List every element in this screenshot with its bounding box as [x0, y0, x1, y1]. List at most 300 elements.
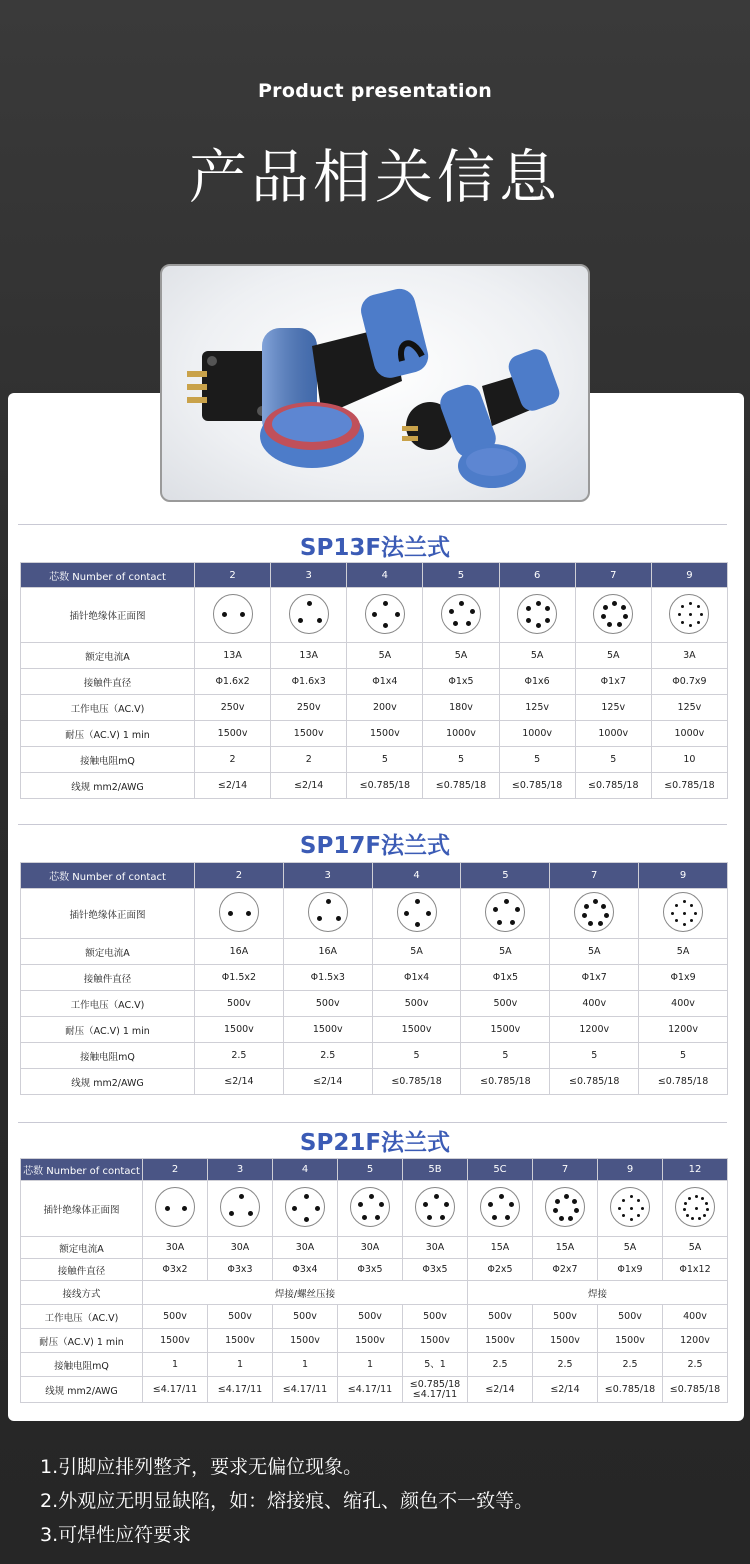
contact-count-header: 3: [208, 1159, 273, 1181]
spec-value: ≤4.17/11: [143, 1377, 208, 1403]
table-row: [21, 669, 728, 695]
spec-value: 1500v: [533, 1329, 598, 1353]
table-row: [21, 1353, 728, 1377]
contact-count-header: 4: [347, 563, 423, 588]
pin-dot: [499, 1194, 504, 1199]
connector-illustration: [162, 266, 590, 502]
spec-value: 30A: [273, 1237, 338, 1259]
spec-value: 10: [651, 747, 727, 773]
pin-layout-diagram: [669, 594, 709, 634]
pin-dot: [375, 1215, 380, 1220]
pin-dot: [526, 618, 531, 623]
spec-value: 250v: [271, 695, 347, 721]
table-row: [21, 1181, 728, 1237]
spec-value: ≤2/14: [271, 773, 347, 799]
contact-count-header: 2: [195, 863, 284, 889]
pin-dot: [415, 922, 420, 927]
spec-value: 15A: [468, 1237, 533, 1259]
contact-count-header: 5C: [468, 1159, 533, 1181]
pin-dot: [588, 921, 593, 926]
pin-layout-diagram: [675, 1187, 715, 1227]
notes-list: [40, 1450, 533, 1552]
pin-dot: [444, 1202, 449, 1207]
pin-dot: [307, 601, 312, 606]
pin-layout-diagram: [610, 1187, 650, 1227]
section-divider: [18, 524, 727, 525]
spec-value: 1500v: [598, 1329, 663, 1353]
pin-layout-diagram: [545, 1187, 585, 1227]
contact-count-header: 4: [273, 1159, 338, 1181]
pin-dot: [630, 1218, 633, 1221]
pin-dot: [612, 601, 617, 606]
spec-value: 2.5: [663, 1353, 728, 1377]
spec-value: Φ3x5: [338, 1259, 403, 1281]
section-divider: [18, 824, 727, 825]
pin-dot: [675, 904, 678, 907]
pin-layout-diagram: [285, 1187, 325, 1227]
diagram-cell: [651, 588, 727, 643]
pin-dot: [582, 913, 587, 918]
table-row: [21, 1377, 728, 1403]
contact-count-header: 6: [499, 563, 575, 588]
pin-dot: [701, 1197, 704, 1200]
table-row: [21, 1017, 728, 1043]
pin-dot: [545, 618, 550, 623]
pin-layout-diagram: [155, 1187, 195, 1227]
spec-value: 5A: [347, 643, 423, 669]
spec-value: 125v: [499, 695, 575, 721]
pin-dot: [440, 1215, 445, 1220]
pin-dot: [526, 606, 531, 611]
pin-dot: [326, 899, 331, 904]
contact-count-header: 5: [423, 563, 499, 588]
spec-value: 1500v: [143, 1329, 208, 1353]
spec-value: 125v: [651, 695, 727, 721]
table-row: [21, 1259, 728, 1281]
pin-layout-diagram: [365, 594, 405, 634]
pin-dot: [637, 1214, 640, 1217]
pin-dot: [683, 900, 686, 903]
pin-dot: [604, 913, 609, 918]
pin-dot: [545, 606, 550, 611]
spec-value: 400v: [663, 1305, 728, 1329]
row-label: 额定电流A: [21, 1237, 143, 1259]
pin-dot: [426, 911, 431, 916]
diagram-cell: [663, 1181, 728, 1237]
spec-value: 1000v: [651, 721, 727, 747]
row-label: 工作电压（AC.V): [21, 991, 195, 1017]
pin-dot: [434, 1194, 439, 1199]
diagram-cell: [550, 889, 639, 939]
pin-dot: [671, 912, 674, 915]
spec-value: 200v: [347, 695, 423, 721]
row-label: 线规 mm2/AWG: [21, 773, 195, 799]
spec-value: 15A: [533, 1237, 598, 1259]
spec-value: 5: [550, 1043, 639, 1069]
wiring-method-cell: 焊接/螺丝压接: [143, 1281, 468, 1305]
pin-dot: [497, 920, 502, 925]
contact-count-header: 2: [195, 563, 271, 588]
spec-value: 1200v: [639, 1017, 728, 1043]
pin-dot: [584, 904, 589, 909]
spec-value: ≤0.785/18: [372, 1069, 461, 1095]
spec-value: 5A: [499, 643, 575, 669]
spec-value: 500v: [283, 991, 372, 1017]
pin-dot: [395, 612, 400, 617]
spec-value: 1500v: [208, 1329, 273, 1353]
table-row: [21, 991, 728, 1017]
spec-value: 1500v: [273, 1329, 338, 1353]
pin-dot: [362, 1215, 367, 1220]
spec-value: ≤0.785/18: [663, 1377, 728, 1403]
spec-value: ≤0.785/18: [347, 773, 423, 799]
spec-value: 1500v: [195, 721, 271, 747]
pin-dot: [504, 899, 509, 904]
contact-count-header: 3: [271, 563, 347, 588]
spec-value: 5: [639, 1043, 728, 1069]
note-item: 2.外观应无明显缺陷，如：熔接痕、缩孔、颜色不一致等。: [40, 1490, 534, 1512]
spec-value: ≤0.785/18: [550, 1069, 639, 1095]
pin-dot: [601, 904, 606, 909]
spec-value: 1000v: [423, 721, 499, 747]
spec-value: 5A: [663, 1237, 728, 1259]
pin-dot: [369, 1194, 374, 1199]
pin-dot: [697, 621, 700, 624]
spec-value: 1500v: [403, 1329, 468, 1353]
contact-count-header: 3: [283, 863, 372, 889]
spec-value: 16A: [195, 939, 284, 965]
spec-value: 30A: [208, 1237, 273, 1259]
pin-layout-diagram: [441, 594, 481, 634]
contact-count-header: 5B: [403, 1159, 468, 1181]
spec-value: ≤0.785/18 ≤4.17/11: [403, 1377, 468, 1403]
pin-dot: [315, 1206, 320, 1211]
spec-value: Φ1.6x2: [195, 669, 271, 695]
pin-dot: [601, 614, 606, 619]
diagram-cell: [575, 588, 651, 643]
pin-dot: [182, 1206, 187, 1211]
pin-dot: [700, 613, 703, 616]
diagram-cell: [639, 889, 728, 939]
spec-value: 5A: [461, 939, 550, 965]
contact-count-header: 4: [372, 863, 461, 889]
row-label: 接线方式: [21, 1281, 143, 1305]
row-label: 插针绝缘体正面图: [21, 588, 195, 643]
table-row: [21, 1043, 728, 1069]
pin-dot: [449, 609, 454, 614]
table-row: [21, 1069, 728, 1095]
pin-dot: [317, 618, 322, 623]
table-row: [21, 1305, 728, 1329]
spec-value: 400v: [550, 991, 639, 1017]
pin-layout-diagram: [213, 594, 253, 634]
pin-dot: [637, 1199, 640, 1202]
pin-dot: [304, 1217, 309, 1222]
spec-value: 30A: [143, 1237, 208, 1259]
row-label: 工作电压（AC.V): [21, 1305, 143, 1329]
table-row: [21, 588, 728, 643]
spec-value: 16A: [283, 939, 372, 965]
pin-layout-diagram: [289, 594, 329, 634]
spec-value: Φ0.7x9: [651, 669, 727, 695]
spec-value: 5: [461, 1043, 550, 1069]
spec-value: Φ3x5: [403, 1259, 468, 1281]
spec-value: 5: [575, 747, 651, 773]
spec-value: 1200v: [550, 1017, 639, 1043]
pin-dot: [492, 1215, 497, 1220]
spec-value: 5A: [598, 1237, 663, 1259]
table-row: [21, 939, 728, 965]
diagram-cell: [143, 1181, 208, 1237]
spec-value: 500v: [208, 1305, 273, 1329]
pin-dot: [229, 1211, 234, 1216]
table-row: [21, 965, 728, 991]
sp21-title: SP21F法兰式: [299, 1130, 451, 1156]
table-row: [21, 773, 728, 799]
pin-dot: [607, 622, 612, 627]
spec-value: ≤0.785/18: [423, 773, 499, 799]
diagram-cell: [195, 889, 284, 939]
row-label: 接触件直径: [21, 965, 195, 991]
spec-value: ≤4.17/11: [338, 1377, 403, 1403]
spec-value: Φ1x9: [598, 1259, 663, 1281]
pin-dot: [239, 1194, 244, 1199]
spec-value: 2.5: [533, 1353, 598, 1377]
diagram-cell: [598, 1181, 663, 1237]
spec-value: 2.5: [195, 1043, 284, 1069]
pin-dot: [453, 621, 458, 626]
spec-value: 1500v: [372, 1017, 461, 1043]
spec-value: 250v: [195, 695, 271, 721]
spec-value: 1500v: [271, 721, 347, 747]
row-label: 耐压（AC.V) 1 min: [21, 1017, 195, 1043]
table-row: [21, 747, 728, 773]
pin-dot: [568, 1216, 573, 1221]
contact-count-header: 7: [575, 563, 651, 588]
contact-count-header: 7: [533, 1159, 598, 1181]
spec-value: 125v: [575, 695, 651, 721]
spec-value: Φ3x4: [273, 1259, 338, 1281]
pin-dot: [553, 1208, 558, 1213]
pin-dot: [630, 1195, 633, 1198]
diagram-cell: [403, 1181, 468, 1237]
pin-dot: [379, 1202, 384, 1207]
diagram-cell: [468, 1181, 533, 1237]
pin-layout-diagram: [574, 892, 614, 932]
spec-value: Φ1x12: [663, 1259, 728, 1281]
contact-count-header: 7: [550, 863, 639, 889]
row-label: 接触电阻mQ: [21, 1353, 143, 1377]
spec-value: 5: [499, 747, 575, 773]
pin-layout-diagram: [480, 1187, 520, 1227]
product-photo: [160, 264, 590, 502]
spec-value: 500v: [598, 1305, 663, 1329]
pin-dot: [686, 1214, 689, 1217]
pin-dot: [383, 623, 388, 628]
pin-dot: [617, 622, 622, 627]
row-label: 插针绝缘体正面图: [21, 1181, 143, 1237]
spec-value: 500v: [403, 1305, 468, 1329]
spec-value: Φ2x5: [468, 1259, 533, 1281]
table-row: [21, 889, 728, 939]
pin-layout-diagram: [517, 594, 557, 634]
pin-dot: [689, 624, 692, 627]
row-label: 接触电阻mQ: [21, 747, 195, 773]
pin-dot: [459, 601, 464, 606]
diagram-cell: [499, 588, 575, 643]
pin-dot: [572, 1199, 577, 1204]
spec-value: 3A: [651, 643, 727, 669]
pin-layout-diagram: [663, 892, 703, 932]
spec-value: 5: [347, 747, 423, 773]
diagram-cell: [461, 889, 550, 939]
pin-dot: [688, 1197, 691, 1200]
pin-dot: [593, 899, 598, 904]
row-label: 额定电流A: [21, 939, 195, 965]
contact-count-header: 5: [461, 863, 550, 889]
table-row: [21, 643, 728, 669]
pin-dot: [336, 916, 341, 921]
spec-value: 500v: [468, 1305, 533, 1329]
pin-dot: [555, 1199, 560, 1204]
spec-value: Φ1x7: [575, 669, 651, 695]
diagram-cell: [347, 588, 423, 643]
pin-dot: [510, 920, 515, 925]
pin-dot: [706, 1208, 709, 1211]
spec-value: Φ1x9: [639, 965, 728, 991]
pin-dot: [603, 605, 608, 610]
spec-value: ≤0.785/18: [598, 1377, 663, 1403]
spec-value: Φ1.5x3: [283, 965, 372, 991]
spec-value: ≤0.785/18: [575, 773, 651, 799]
spec-value: ≤2/14: [468, 1377, 533, 1403]
spec-value: 1: [273, 1353, 338, 1377]
pin-layout-diagram: [415, 1187, 455, 1227]
spec-value: Φ1x4: [347, 669, 423, 695]
spec-value: ≤2/14: [195, 1069, 284, 1095]
pin-dot: [564, 1194, 569, 1199]
contact-count-header: 9: [639, 863, 728, 889]
pin-dot: [694, 912, 697, 915]
diagram-cell: [338, 1181, 403, 1237]
pin-dot: [574, 1208, 579, 1213]
spec-value: Φ1.6x3: [271, 669, 347, 695]
pin-dot: [630, 1207, 633, 1210]
spec-value: 1500v: [468, 1329, 533, 1353]
contact-count-header: 12: [663, 1159, 728, 1181]
pin-dot: [292, 1206, 297, 1211]
spec-value: 500v: [533, 1305, 598, 1329]
spec-value: 5A: [372, 939, 461, 965]
pin-dot: [598, 921, 603, 926]
diagram-cell: [372, 889, 461, 939]
pin-dot: [358, 1202, 363, 1207]
table-row: [21, 1281, 728, 1305]
spec-value: 2.5: [283, 1043, 372, 1069]
spec-value: ≤0.785/18: [461, 1069, 550, 1095]
contact-count-header: 9: [651, 563, 727, 588]
spec-value: ≤4.17/11: [208, 1377, 273, 1403]
contact-count-header: 5: [338, 1159, 403, 1181]
pin-dot: [559, 1216, 564, 1221]
sp21-spec-table: [20, 1158, 728, 1403]
pin-dot: [618, 1207, 621, 1210]
pin-dot: [415, 899, 420, 904]
spec-value: 1000v: [575, 721, 651, 747]
row-label: 接触件直径: [21, 1259, 143, 1281]
pin-dot: [689, 613, 692, 616]
contact-count-header: 2: [143, 1159, 208, 1181]
spec-value: 5A: [423, 643, 499, 669]
pin-dot: [466, 621, 471, 626]
pin-dot: [423, 1202, 428, 1207]
sp17-title: SP17F法兰式: [299, 833, 451, 859]
header-cn: 产品相关信息: [188, 143, 561, 211]
pin-dot: [622, 1199, 625, 1202]
diagram-cell: [423, 588, 499, 643]
spec-value: ≤0.785/18: [639, 1069, 728, 1095]
pin-dot: [621, 605, 626, 610]
spec-value: ≤2/14: [533, 1377, 598, 1403]
table-head-label: 芯数 Number of contact: [21, 1159, 143, 1181]
diagram-cell: [208, 1181, 273, 1237]
row-label: 工作电压（AC.V): [21, 695, 195, 721]
contact-count-header: 9: [598, 1159, 663, 1181]
spec-value: Φ1x5: [423, 669, 499, 695]
table-row: [21, 1237, 728, 1259]
spec-value: 2: [195, 747, 271, 773]
sp17-spec-table: [20, 862, 728, 1095]
pin-dot: [488, 1202, 493, 1207]
spec-value: 400v: [639, 991, 728, 1017]
spec-value: 1: [208, 1353, 273, 1377]
spec-value: 1200v: [663, 1329, 728, 1353]
pin-dot: [493, 907, 498, 912]
table-row: [21, 1329, 728, 1353]
pin-dot: [683, 912, 686, 915]
pin-dot: [690, 919, 693, 922]
spec-value: 13A: [195, 643, 271, 669]
spec-value: 1500v: [461, 1017, 550, 1043]
pin-dot: [698, 1217, 701, 1220]
spec-value: 5、1: [403, 1353, 468, 1377]
pin-dot: [683, 923, 686, 926]
pin-dot: [623, 614, 628, 619]
diagram-cell: [195, 588, 271, 643]
pin-dot: [536, 601, 541, 606]
spec-value: Φ1.5x2: [195, 965, 284, 991]
spec-value: 1500v: [338, 1329, 403, 1353]
pin-dot: [298, 618, 303, 623]
pin-layout-diagram: [397, 892, 437, 932]
row-label: 线规 mm2/AWG: [21, 1069, 195, 1095]
spec-value: Φ1x7: [550, 965, 639, 991]
spec-value: 500v: [273, 1305, 338, 1329]
spec-value: ≤2/14: [283, 1069, 372, 1095]
pin-layout-diagram: [485, 892, 525, 932]
spec-value: 500v: [143, 1305, 208, 1329]
spec-value: ≤4.17/11: [273, 1377, 338, 1403]
pin-dot: [641, 1207, 644, 1210]
spec-value: 30A: [338, 1237, 403, 1259]
row-label: 接触电阻mQ: [21, 1043, 195, 1069]
spec-value: 1500v: [195, 1017, 284, 1043]
spec-value: Φ1x4: [372, 965, 461, 991]
pin-dot: [304, 1194, 309, 1199]
spec-value: 1: [338, 1353, 403, 1377]
pin-dot: [681, 605, 684, 608]
pin-dot: [427, 1215, 432, 1220]
